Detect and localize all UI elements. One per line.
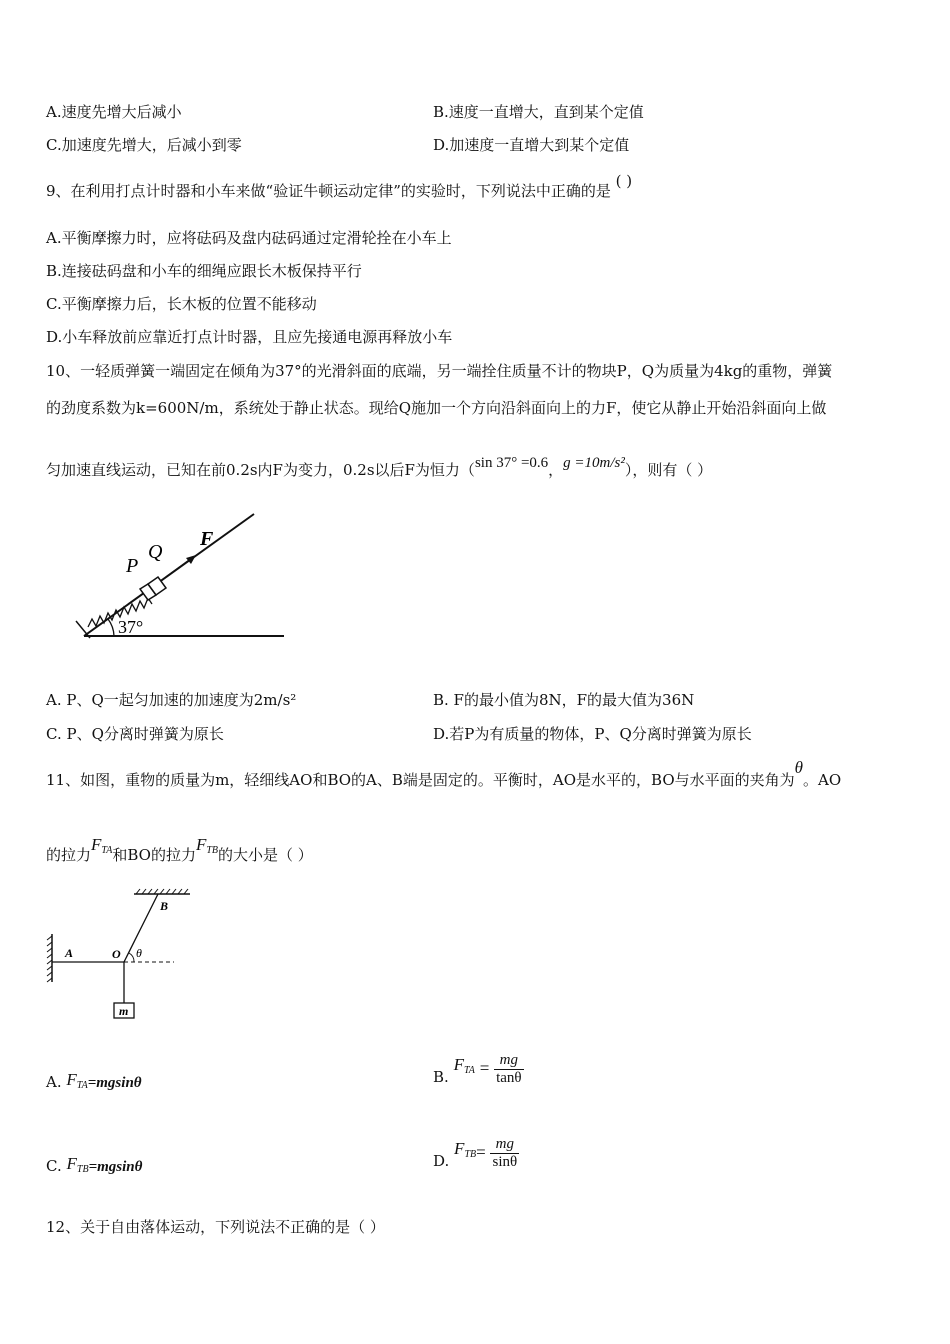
label-q: Q bbox=[148, 541, 163, 563]
q11-line-1 bbox=[46, 758, 842, 790]
q10-line-3 bbox=[46, 455, 713, 481]
q9-stem bbox=[46, 172, 633, 201]
q10-gravity-formula: g =10m/s² bbox=[563, 455, 625, 471]
q11-option-a-expr: =mgsinθ bbox=[87, 1075, 142, 1091]
q11-option-b-label: B. bbox=[433, 1067, 449, 1086]
q8-option-c: C.加速度先增大，后减小到零 bbox=[46, 136, 242, 154]
q11-option-a bbox=[46, 1072, 142, 1098]
q10-line-1: 10、一轻质弹簧一端固定在倾角为37°的光滑斜面的底端，另一端拴住质量不计的物块P，Q为质量为4kg的重物，弹簧 bbox=[46, 362, 833, 380]
q10-line-3-end: ），则有（ ） bbox=[624, 461, 713, 479]
q10-line-3-text: 匀加速直线运动，已知在前0.2s内F为变力，0.2s以后F为恒力（ bbox=[46, 461, 475, 479]
q11-option-c-expr: =mgsinθ bbox=[88, 1159, 143, 1175]
q11-figure bbox=[44, 888, 204, 1023]
q10-option-a: A. P、Q一起匀加速的加速度为2m/s² bbox=[46, 691, 297, 709]
q11-option-b-symbol: $F_{TA}$ bbox=[453, 1054, 475, 1076]
q9-answer-paren: ( ) bbox=[615, 172, 633, 190]
label-f: F bbox=[200, 528, 214, 550]
label-m: m bbox=[119, 1004, 129, 1018]
q11-line-1-text: 11、如图，重物的质量为m，轻细线AO和BO的A、B端是固定的。平衡时，AO是水平的，BO与水平面的夹角为 bbox=[46, 771, 795, 789]
q9-option-c: C.平衡摩擦力后，长木板的位置不能移动 bbox=[46, 295, 317, 313]
q11-option-c bbox=[46, 1156, 142, 1182]
q11-option-b-numerator: mg bbox=[494, 1052, 524, 1070]
q10-option-b: B. F的最小值为8N，F的最大值为36N bbox=[433, 691, 695, 709]
theta-arc bbox=[129, 953, 134, 962]
label-o: O bbox=[112, 947, 121, 961]
q9-option-a: A.平衡摩擦力时，应将砝码及盘内砝码通过定滑轮拴在小车上 bbox=[46, 229, 452, 247]
q12-stem: 12、关于自由落体运动，下列说法不正确的是（ ） bbox=[46, 1218, 385, 1236]
q11-option-a-label: A. bbox=[46, 1073, 62, 1091]
q11-option-c-symbol: $F_{TB}$ bbox=[66, 1154, 89, 1175]
q11-option-d-numerator: mg bbox=[490, 1136, 519, 1154]
force-arrow bbox=[166, 558, 192, 577]
q11-line-2-text-c: 的大小是（ ） bbox=[218, 846, 313, 864]
q10-option-d: D.若P为有质量的物体，P、Q分离时弹簧为原长 bbox=[433, 725, 752, 743]
q9-option-b: B.连接砝码盘和小车的细绳应跟长木板保持平行 bbox=[46, 262, 362, 280]
q10-option-c: C. P、Q分离时弹簧为原长 bbox=[46, 725, 224, 743]
q11-line-2 bbox=[46, 835, 313, 871]
q11-line-2-text-a: 的拉力 bbox=[46, 846, 92, 864]
q11-ftb-symbol: $F_{TB}$ bbox=[195, 835, 219, 856]
label-b: B bbox=[160, 899, 169, 913]
q11-option-d: D. $F_{TB}=$ $\frac{mg}{\sin\theta}$ bbox=[433, 1136, 518, 1170]
q11-line-1-end: 。AO bbox=[803, 771, 842, 789]
q11-theta: θ bbox=[794, 758, 803, 777]
label-a: A bbox=[65, 946, 74, 960]
q9-stem-text: 9、在利用打点计时器和小车来做“验证牛顿运动定律”的实验时，下列说法中正确的是 bbox=[46, 182, 611, 200]
q11-option-c-label: C. bbox=[46, 1157, 62, 1175]
q8-option-b: B.速度一直增大，直到某个定值 bbox=[433, 103, 644, 121]
q8-option-d: D.加速度一直增大到某个定值 bbox=[433, 136, 630, 154]
wall-hatch bbox=[76, 621, 90, 638]
angle-arc bbox=[108, 619, 114, 636]
q11-option-b-fraction bbox=[494, 1052, 524, 1087]
q11-line-2-text-b: 和BO的拉力 bbox=[112, 846, 196, 864]
q10-separator: ， bbox=[548, 461, 564, 479]
q10-line-2: 的劲度系数为k=600N/m，系统处于静止状态。现给Q施加一个方向沿斜面向上的力F，使它从静止开始沿斜面向上做 bbox=[46, 399, 827, 417]
q11-option-b-denominator: tanθ bbox=[496, 1070, 522, 1086]
label-p: P bbox=[126, 555, 139, 577]
label-theta: θ bbox=[136, 946, 142, 960]
q11-option-b: B. $F_{TA}$ = $\frac{mg}{\tan\theta}$ bbox=[433, 1052, 522, 1086]
q11-option-d-fraction bbox=[490, 1136, 519, 1171]
q11-option-d-symbol: $F_{TB}$ bbox=[454, 1138, 477, 1160]
q10-incline-figure bbox=[70, 505, 300, 650]
q9-option-d: D.小车释放前应靠近打点计时器，且应先接通电源再释放小车 bbox=[46, 328, 453, 346]
label-angle: 37° bbox=[118, 617, 144, 637]
q10-sin-formula: sin 37° =0.6 bbox=[474, 455, 549, 471]
q11-option-d-label: D. bbox=[433, 1151, 450, 1170]
q11-option-d-denominator: sinθ bbox=[492, 1154, 518, 1170]
q11-fta-symbol: $F_{TA}$ bbox=[91, 835, 113, 856]
q8-option-a: A.速度先增大后减小 bbox=[46, 103, 182, 121]
q11-option-a-symbol: $F_{TA}$ bbox=[66, 1070, 88, 1091]
